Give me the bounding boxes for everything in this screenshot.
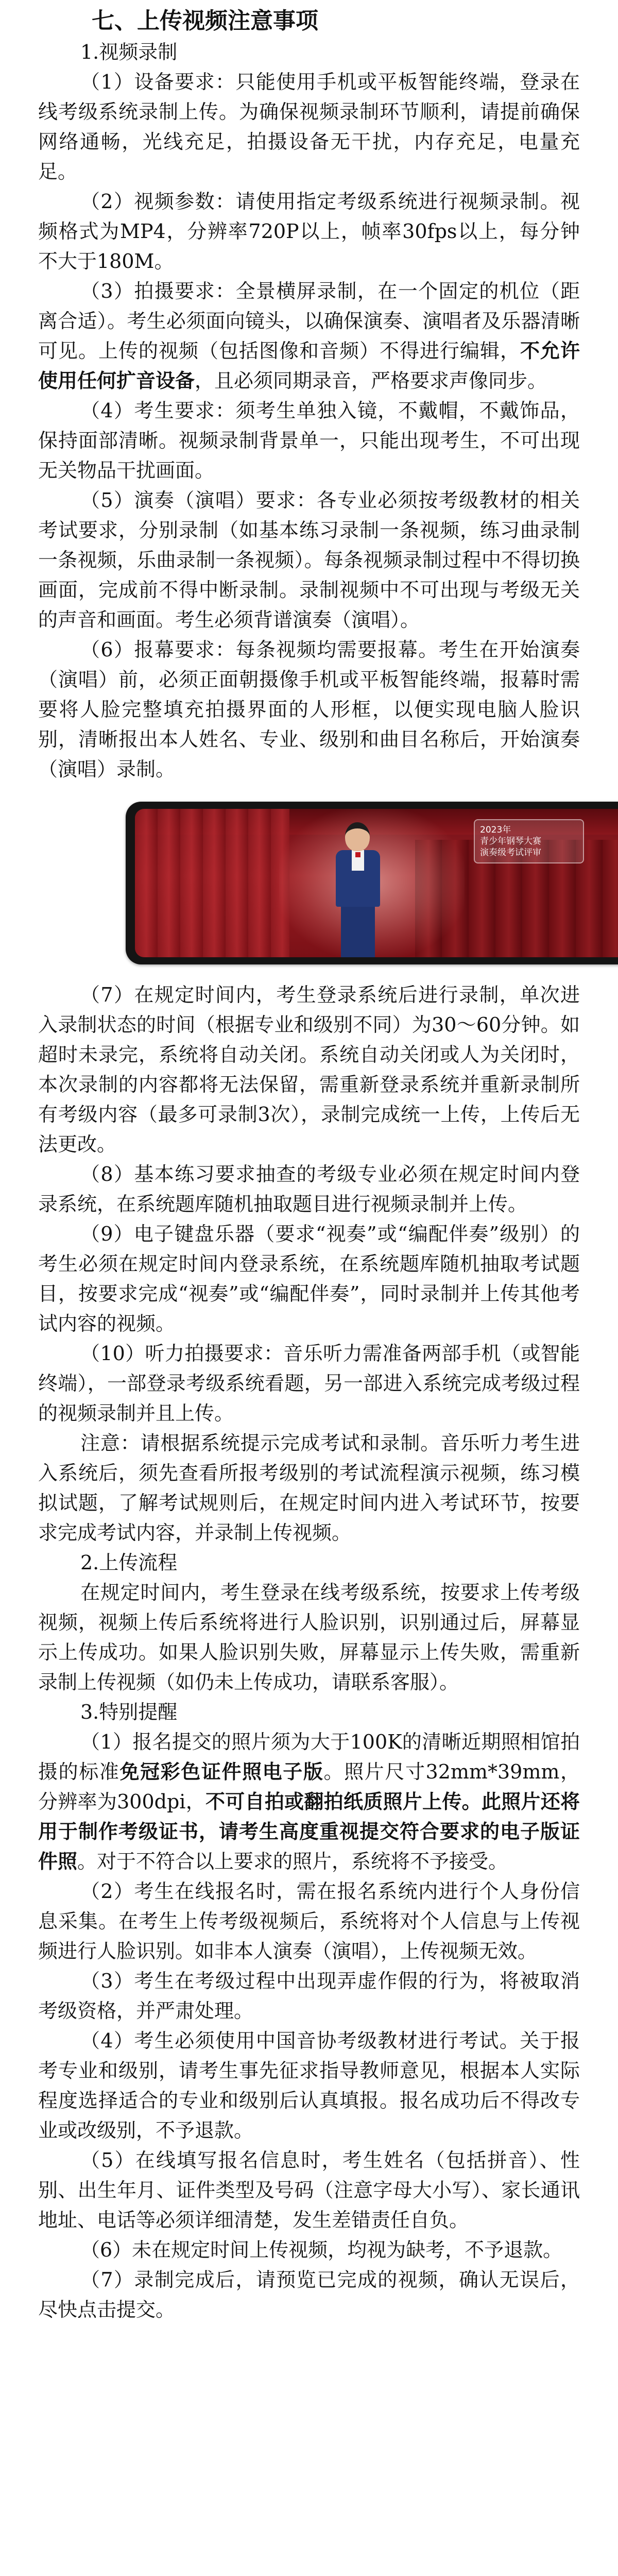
stage-banner — [474, 819, 584, 863]
note-paragraph: 注意：请根据系统提示完成考试和录制。音乐听力考生进入系统后，须先查看所报考级别的考试流程演示视频，练习模拟试题，了解考试规则后，在规定时间内进入考试环节，按要求完成考试内容，并录制上传视频。 — [38, 1432, 580, 1544]
paragraph: （9）电子键盘乐器（要求“视奏”或“编配伴奏”级别）的考生必须在规定时间内登录系统，在系统题库随机抽取考试题目，按要求完成“视奏”或“编配伴奏”，同时录制并上传其他考试内容的视频。 — [38, 1223, 580, 1335]
banner-line: 演奏级考试评审 — [480, 848, 541, 858]
paragraph: （5）在线填写报名信息时，考生姓名（包括拼音）、性别、出生年月、证件类型及号码（注意字母大小写）、家长通讯地址、电话等必须详细清楚，发生差错责任自负。 — [38, 2149, 580, 2231]
paragraph: （7）在规定时间内，考生登录系统后进行录制，单次进入录制状态的时间（根据专业和级别不同）为30～60分钟。如超时未录完，系统将自动关闭。系统自动关闭或人为关闭时，本次录制的内容都将无法保留，需重新登录系统并重新录制所有考级内容（最多可录制3次），录制完成统一上传，上传后无法更改。 — [38, 984, 580, 1156]
paragraph — [38, 1727, 580, 1876]
phone-recording-photo — [126, 802, 618, 964]
bold-text: 免冠彩色证件照电子版 — [119, 1760, 324, 1783]
bold-text: 不允许使用任何扩音设备 — [38, 339, 580, 392]
paragraph-text: （3）拍摄要求：全景横屏录制，在一个固定的机位（距离合适）。考生必须面向镜头，以确保演奏、演唱者及乐器清晰可见。上传的视频（包括图像和音频）不得进行编辑， — [38, 280, 580, 362]
page-title: 七、上传视频注意事项 — [92, 8, 318, 34]
paragraph-text: ，且必须同期录音，严格要求声像同步。 — [195, 369, 547, 392]
paragraph: （6）报幕要求：每条视频均需要报幕。考生在开始演奏（演唱）前，必须正面朝摄像手机或平板智能终端，报幕时需要将人脸完整填充拍摄界面的人形框，以便实现电脑人脸识别，清晰报出本人姓名、专业、级别和曲目名称后，开始演奏（演唱）录制。 — [38, 638, 580, 781]
paragraph: （2）考生在线报名时，需在报名系统内进行个人身份信息采集。在考生上传考级视频后，系统将对个人信息与上传视频进行人脸识别。如非本人演奏（演唱），上传视频无效。 — [38, 1880, 580, 1962]
section2-heading: 2.上传流程 — [80, 1551, 178, 1574]
stage-curtain-left — [135, 809, 289, 957]
paragraph: （4）考生必须使用中国音协考级教材进行考试。关于报考专业和级别，请考生事先征求指导教师意见，根据本人实际程度选择适合的专业和级别后认真填报。报名成功后不得改专业或改级别，不予退款。 — [38, 2029, 580, 2142]
paragraph-text: 。照片尺寸32mm*39mm，分辨率为300dpi， — [38, 1760, 580, 1813]
paragraph: （1）设备要求：只能使用手机或平板智能终端，登录在线考级系统录制上传。为确保视频录制环节顺利，请提前确保网络通畅，光线充足，拍摄设备无干扰，内存充足，电量充足。 — [38, 71, 580, 183]
phone-screen — [135, 809, 618, 957]
paragraph-text: 。对于不符合以上要求的照片，系统将不予接受。 — [77, 1850, 508, 1873]
banner-line: 青少年钢琴大赛 — [480, 836, 541, 846]
paragraph: （2）视频参数：请使用指定考级系统进行视频录制。视频格式为MP4，分辨率720P以上，帧率30fps以上，每分钟不大于180M。 — [38, 190, 580, 273]
bold-text: 不可自拍或翻拍纸质照片上传。此照片还将用于制作考级证书，请考生高度重视提交符合要求的电子版证件照 — [38, 1790, 580, 1873]
section1-heading: 1.视频录制 — [80, 41, 178, 63]
section3-heading: 3.特别提醒 — [80, 1701, 178, 1723]
paragraph: （5）演奏（演唱）要求：各专业必须按考级教材的相关考试要求，分别录制（如基本练习录制一条视频，练习曲录制一条视频，乐曲录制一条视频）。每条视频录制过程中不得切换画面，完成前不得中断录制。录制视频中不可出现与考级无关的声音和画面。考生必须背谱演奏（演唱）。 — [38, 489, 580, 631]
paragraph: （10）听力拍摄要求：音乐听力需准备两部手机（或智能终端），一部登录考级系统看题，另一部进入系统完成考级过程的视频录制并且上传。 — [38, 1342, 580, 1425]
banner-line: 2023年 — [480, 825, 511, 835]
paragraph: 在规定时间内，考生登录在线考级系统，按要求上传考级视频，视频上传后系统将进行人脸识别，识别通过后，屏幕显示上传成功。如果人脸识别失败，屏幕显示上传失败，需重新录制上传视频（如仍未上传成功，请联系客服）。 — [38, 1581, 580, 1693]
paragraph — [38, 276, 580, 396]
paragraph-text: （1）报名提交的照片须为大于100K的清晰近期照相馆拍摄的标准 — [38, 1731, 580, 1783]
paragraph: （8）基本练习要求抽查的考级专业必须在规定时间内登录系统，在系统题库随机抽取题目进行视频录制并上传。 — [38, 1163, 580, 1215]
student-figure — [330, 822, 386, 957]
paragraph: （3）考生在考级过程中出现弄虚作假的行为，将被取消考级资格，并严肃处理。 — [38, 1970, 580, 2022]
paragraph: （4）考生要求：须考生单独入镜，不戴帽，不戴饰品，保持面部清晰。视频录制背景单一，只能出现考生，不可出现无关物品干扰画面。 — [38, 399, 580, 482]
paragraph: （7）录制完成后，请预览已完成的视频，确认无误后，尽快点击提交。 — [38, 2268, 580, 2321]
paragraph: （6）未在规定时间上传视频，均视为缺考，不予退款。 — [80, 2239, 563, 2261]
